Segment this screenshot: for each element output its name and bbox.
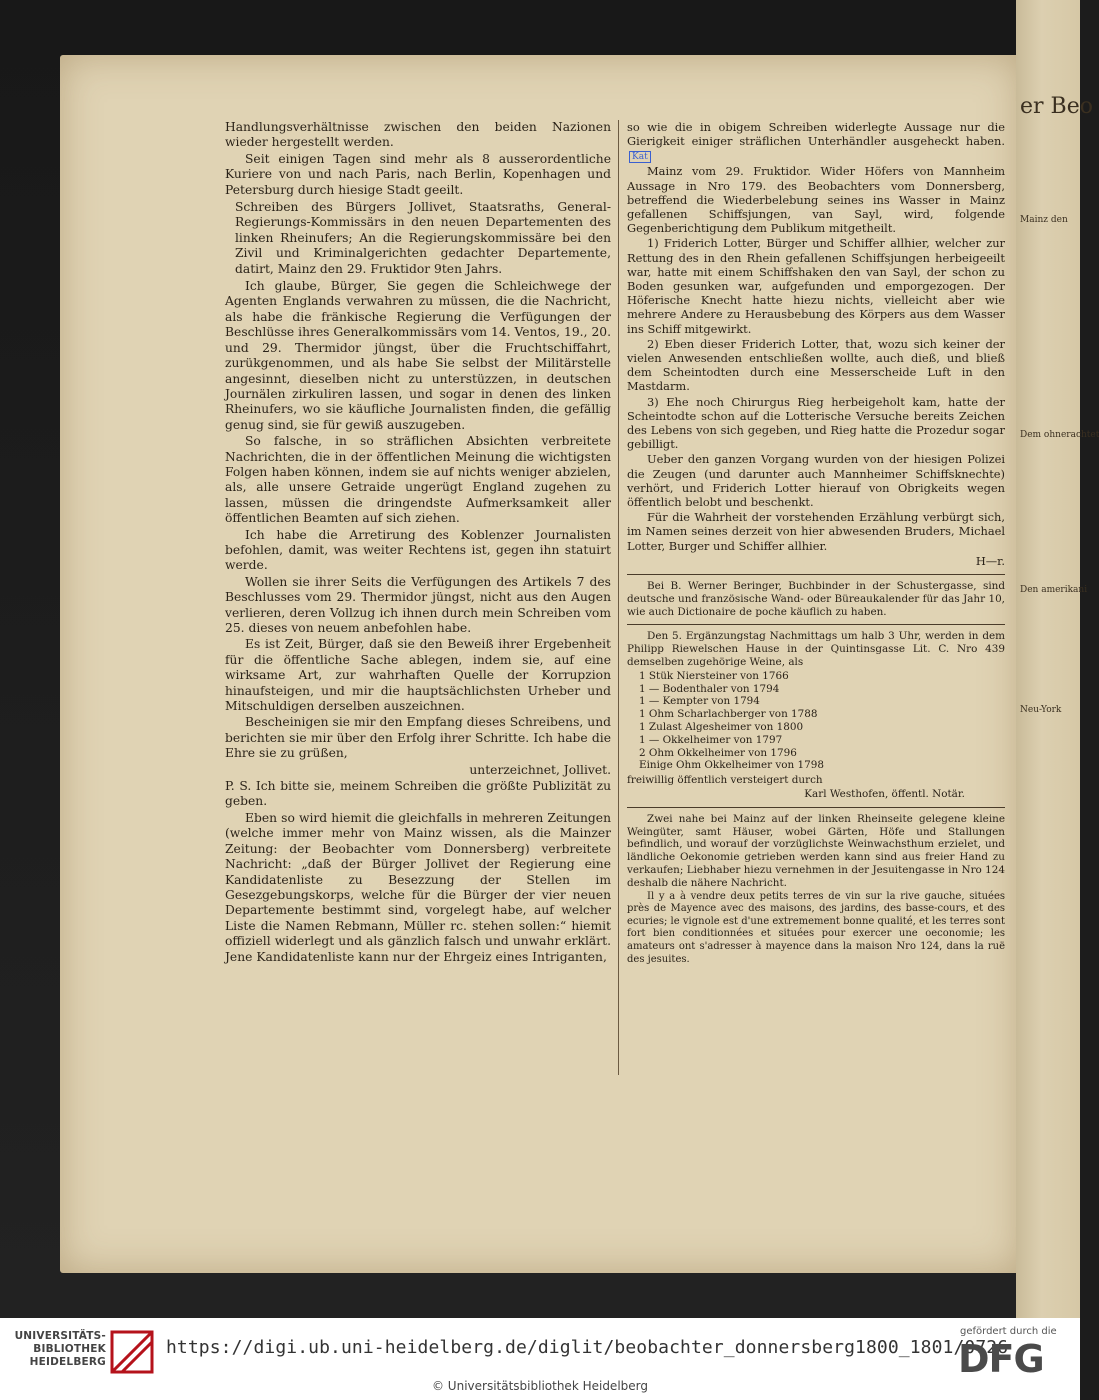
continuation-paragraph [627,120,1005,163]
letter-paragraph-4: Wollen sie ihrer Seits die Verfügungen des Artikels 7 des Beschlusses vom 29. Thermidor jüngst, nicht aus den Augen verlieren, deren Vollzug ich ihnen durch mein Schreiben vom 25. dieses von neuem anbefohlen habe. [225,574,611,635]
report-point-2: 2) Eben dieser Friderich Lotter, that, wozu sich keiner der vielen Anwesenden entschließen wollte, auch dieß, und bließ dem Scheintodten durch eine Messerscheide Luft in den Mastdarm. [627,336,1005,394]
library-name-line: BIBLIOTHEK [33,1343,106,1355]
adjacent-page-fragment: Mainz den [1020,215,1068,225]
letter-signature: unterzeichnet, Jollivet. [469,762,611,777]
library-name-line: HEIDELBERG [29,1356,106,1368]
letter-paragraph-5: Es ist Zeit, Bürger, daß sie den Beweiß ihrer Ergebenheit für die öffentliche Sache ablegen, indem sie, auf eine wirksame Art, zur wahrhaften Quelle der Korrupzion hinaufsteigen, und mir die hauptsächlichsten Urheber und Mitschuldigen derselben auszeichnen. [225,637,611,714]
wine-item: Einige Ohm Okkelheimer von 1798 [639,759,824,772]
section-rule [627,807,1005,808]
postscript: P. S. Ich bitte sie, meinem Schreiben die größte Publizität zu geben. [225,779,611,809]
letter-heading: Schreiben des Bürgers Jollivet, Staatsraths, General-Regierungs-Kommissärs in den neuen Departementen des linken Rheinufers; An die Regierungskommissäre bei den Zivil und Kriminalgerichten gedachter Departemente, datirt, Mainz den 29. Fruktidor 9ten Jahrs. [235,200,611,276]
copyright-notice: © Universitätsbibliothek Heidelberg [431,1379,648,1393]
left-column [225,120,611,966]
wine-item: 1 Zulast Algesheimer von 1800 [639,721,804,734]
letter-paragraph-1: Ich glaube, Bürger, Sie gegen die Schleichwege der Agenten Englands verwahren zu müssen, die die Nachricht, als habe die fränkische Regierung die Verfügungen der Beschlüsse ihres Generalkommissärs vom 14. Ventos, 19., 20. und 29. Thermidor jüngst, über die Fruchtschiffahrt, zurükgenommen, und als habe Sie selbst der Militärstelle angesinnt, dieselben nicht zu unterstüzzen, in deutschen Journälen zirkuliren lassen, und sogar in denen des linken Rheinufers, wo sie käufliche Journalisten finden, die gefällig genug sind, sie für gewiß auszugeben. [225,279,611,432]
column-divider [618,120,619,1075]
report-point-3: 3) Ehe noch Chirurgus Rieg herbeigeholt kam, hatte der Scheintodte schon auf die Lotterische Versuche bereits Zeichen des Lebens von sich gegeben, und Rieg hatte die Prozedur sogar gebilligt. [627,394,1005,452]
wine-item: 1 Ohm Scharlachberger von 1788 [639,708,818,721]
ad-estates-french: Il y a à vendre deux petits terres de vin sur la rive gauche, situées près de Mayence avec des maisons, des jardins, des basse-cours, et des ecuries; le vignole est d'une extremement bonne qualité, et les terres sont fort bien conditionnées et situées pour exercer une oeconomie; les amateurs ont s'adresser à mayence dans la maison Nro 124, dans la ruë des jesuites. [627,890,1005,965]
wine-item: 1 Stük Niersteiner von 1766 [639,669,789,682]
wine-item: 1 — Kempter von 1794 [639,695,760,708]
university-logo-icon[interactable] [108,1328,156,1376]
adjacent-page-fragment: Dem ohnerachtet [1020,430,1099,440]
mainz-report: Mainz vom 29. Fruktidor. Wider Höfers von Mannheim Aussage in Nro 179. des Beobachters vom Donnersberg, betreffend die Wiederbelebung seines ins Wasser in Mainz gefallenen Schiffsjungen, van Sayl, wird, folgende Gegenberichtigung dem Publikum mitgetheilt. [627,164,1005,236]
ad-estates: Zwei nahe bei Mainz auf der linken Rheinseite gelegene kleine Weingüter, samt Häuser, wobei Gärten, Höfe und Stallungen befindlich, und worauf der vorzüglichste Weinwachsthum erzielet, und ländliche Oekonomie getrieben werden kann sind aus freier Hand zu verkaufen; Liebhaber hiezu vernehmen in der Jesuitengasse in Nro 124 deshalb die nähere Nachricht. [627,812,1005,889]
dfg-logo[interactable]: DFG [958,1337,1044,1381]
adjacent-page-edge [1016,0,1099,1318]
continuation-text: so wie die in obigem Schreiben widerlegte Aussage nur die Gierigkeit einiger sträflichen Unterhändler ausgeheckt haben. [627,120,1005,149]
opening-paragraph: Handlungsverhältnisse zwischen den beiden Nazionen wieder hergestellt werden. [225,120,611,150]
ad-wine-auction: Den 5. Ergänzungstag Nachmittags um halb 3 Uhr, werden in dem Philipp Riewelschen Hause in der Quintinsgasse Lit. C. Nro 439 demselben zugehörige Weine, als [627,630,1005,669]
report-summary: Ueber den ganzen Vorgang wurden von der hiesigen Polizei die Zeugen (und darunter auch Mannheimer Schiffsknechte) verhört, und Friderich Lotter hierauf von Obrigkeits wegen öffentlich belobt und beschenkt. [627,452,1005,510]
letter-paragraph-2: So falsche, in so sträflichen Absichten verbreitete Nachrichten, die in der öffentlichen Meinung die wichtigsten Folgen haben können, indem sie auf nichts weniger abzielen, als, alle unsere Getraide ungerügt England zugehen zu lassen, müssen die dringendste Aufmerksamkeit aller öffentlichen Beamten auf sich ziehen. [225,434,611,526]
report-point-1: 1) Friderich Lotter, Bürger und Schiffer allhier, welcher zur Rettung des in den Rhein gefallenen Schiffsjungen herbeigeeilt war, hatte mit einem Schiffshaken den van Sayl, der schon zu Boden gesunken war, aufgefunden und emporgezogen. Der Höferische Knecht hatte hiezu nichts, vielleicht aber wie mehrere Andere zu Herausbebung des Körpers aus dem Wasser ins Schiff mitgewirkt. [627,236,1005,336]
section-rule [627,574,1005,575]
letter-paragraph-6: Bescheinigen sie mir den Empfang dieses Schreibens, und berichten sie mir über den Erfolg ihrer Schritte. Ich habe die Ehre sie zu grüßen, [225,715,611,761]
report-initials: H—r. [975,553,1005,568]
report-attestation: Für die Wahrheit der vorstehenden Erzählung verbürgt sich, im Namen seines derzeit von hier abwesenden Bruders, Michael Lotter, Burger und Schiffer allhier. [627,510,1005,553]
wine-item: 1 — Okkelheimer von 1797 [639,733,783,746]
library-name [14,1330,106,1369]
couriers-paragraph: Seit einigen Tagen sind mehr als 8 ausserordentliche Kuriere von und nach Paris, nach Berlin, Kopenhagen und Petersburg durch hiesige Stadt geeilt. [225,151,611,197]
wine-item: 1 — Bodenthaler von 1794 [639,682,780,695]
wine-list [627,670,1005,772]
ad-bookbinder: Bei B. Werner Beringer, Buchbinder in der Schustergasse, sind deutsche und französische Wand- oder Büreaukalender für das Jahr 10, wie auch Dictionaire de poche käuflich zu haben. [627,580,1005,618]
adjacent-page-fragment: Den amerikani [1020,585,1088,595]
funding-note: gefördert durch die [960,1326,1057,1337]
auction-outro: freiwillig öffentlich versteigert durch [627,774,823,787]
library-name-line: UNIVERSITÄTS- [14,1330,106,1342]
denial-paragraph: Eben so wird hiemit die gleichfalls in mehreren Zeitungen (welche immer mehr von Mainz wissen, als die Mainzer Zeitung: der Beobachter vom Donnersberg) verbreitete Nachricht: „daß der Bürger Jollivet der Regierung eine Kandidatenliste zu Besezzung der Stellen im Gesezgebungskorps, welche für die Bürger der vier neuen Departemente bestimmt sind, vorgelegt habe, auf welcher Liste die Namen Rebmann, Müller rc. stehen sollen:“ hiemit offiziell widerlegt und als gänzlich falsch und unwahr erklärt. Jene Kandidatenliste kann nur der Ehrgeiz eines Intriganten, [225,810,611,964]
adjacent-page-fragment: er Beo [1020,94,1093,119]
permalink-url[interactable]: https://digi.ub.uni-heidelberg.de/diglit/beobachter_donnersberg1800_1801/0726 [166,1337,1009,1358]
notary-signature: Karl Westhofen, öffentl. Notär. [804,788,965,801]
letter-paragraph-3: Ich habe die Arretirung des Koblenzer Journalisten befohlen, damit, was weiter Rechtens ist, gegen ihn statuirt werde. [225,527,611,573]
library-stamp: Kat [629,151,651,163]
wine-item: 2 Ohm Okkelheimer von 1796 [639,746,797,759]
adjacent-page-fragment: Neu-York [1020,705,1062,715]
section-rule [627,624,1005,625]
viewer-footer [0,1318,1080,1400]
right-column [627,120,1005,967]
